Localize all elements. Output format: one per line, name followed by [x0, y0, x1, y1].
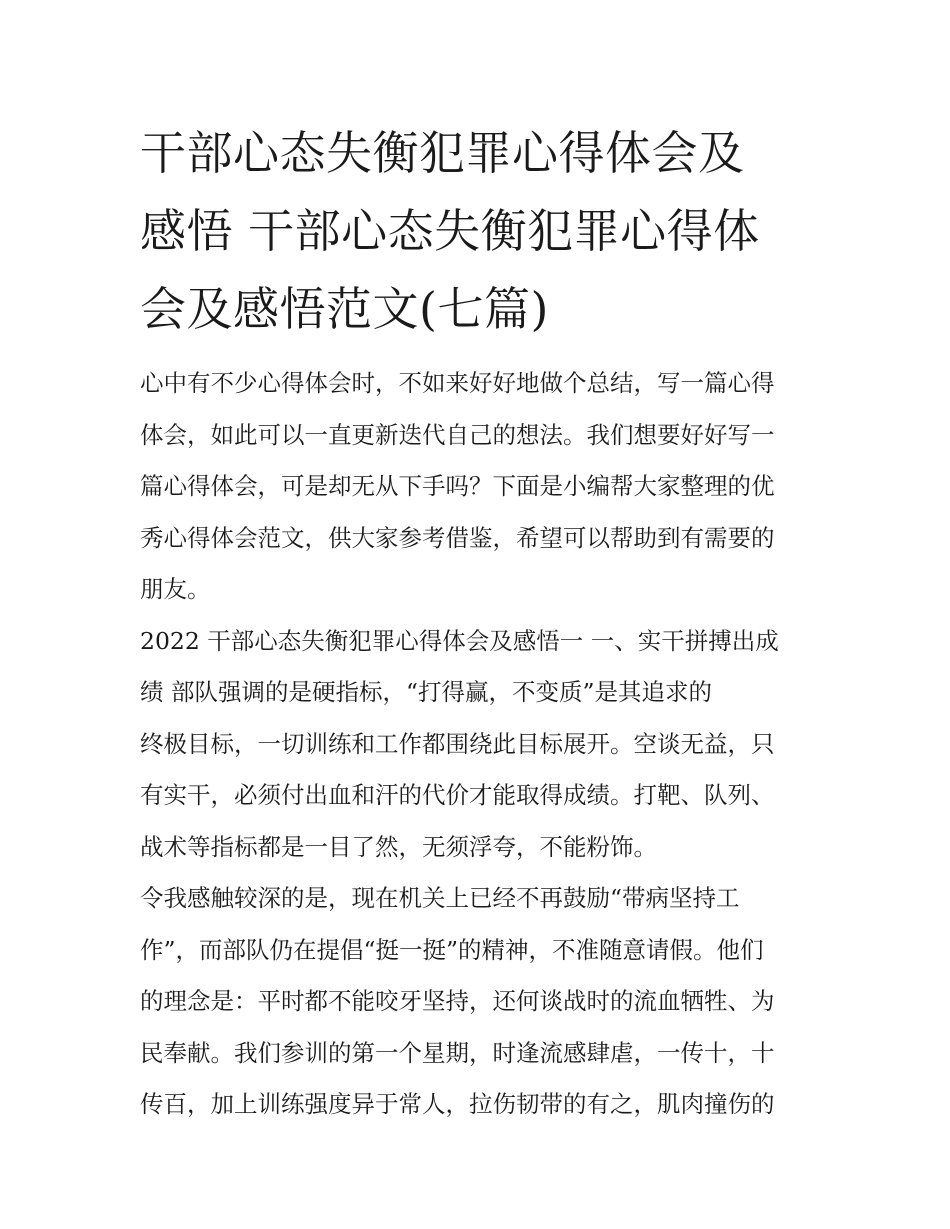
experience-paragraph-line: 传百，加上训练强度异于常人，拉伤韧带的有之，肌肉撞伤的	[140, 1090, 775, 1118]
section-paragraph-line: 有实干，必须付出血和汗的代价才能取得成绩。打靶、队列、	[140, 781, 775, 809]
experience-paragraph-line: 作”，而部队仍在提倡“挺一挺”的精神，不准随意请假。他们	[140, 935, 764, 964]
intro-paragraph-line: 秀心得体会范文，供大家参考借鉴，希望可以帮助到有需要的	[140, 523, 775, 552]
document-body	[140, 358, 830, 1131]
title-line: 会及感悟范文(七篇)	[140, 282, 549, 336]
intro-paragraph-line: 心中有不少心得体会时，不如来好好地做个总结，写一篇心得	[140, 369, 775, 397]
document-title	[140, 114, 830, 348]
section-paragraph-line: 绩 部队强调的是硬指标，“打得赢，不变质”是其追求的	[140, 678, 712, 706]
title-line: 干部心态失衡犯罪心得体会及	[140, 126, 745, 180]
title-line: 感悟 干部心态失衡犯罪心得体	[140, 204, 760, 258]
experience-paragraph-line: 令我感触较深的是，现在机关上已经不再鼓励“带病坚持工	[140, 884, 740, 912]
intro-paragraph-line: 篇心得体会，可是却无从下手吗？下面是小编帮大家整理的优	[140, 472, 775, 500]
intro-paragraph-line: 朋友。	[140, 575, 211, 603]
section-paragraph-line: 2022 干部心态失衡犯罪心得体会及感悟一 一、实干拼搏出成	[140, 626, 779, 655]
intro-paragraph-line: 体会，如此可以一直更新迭代自己的想法。我们想要好好写一	[140, 420, 775, 449]
section-paragraph-line: 终极目标，一切训练和工作都围绕此目标展开。空谈无益，只	[140, 729, 775, 758]
experience-paragraph-line: 的理念是：平时都不能咬牙坚持，还何谈战时的流血牺牲、为	[140, 987, 775, 1015]
experience-paragraph-line: 民奉献。我们参训的第一个星期，时逢流感肆虐，一传十，十	[140, 1038, 775, 1067]
section-paragraph-line: 战术等指标都是一目了然，无须浮夸，不能粉饰。	[140, 832, 657, 861]
